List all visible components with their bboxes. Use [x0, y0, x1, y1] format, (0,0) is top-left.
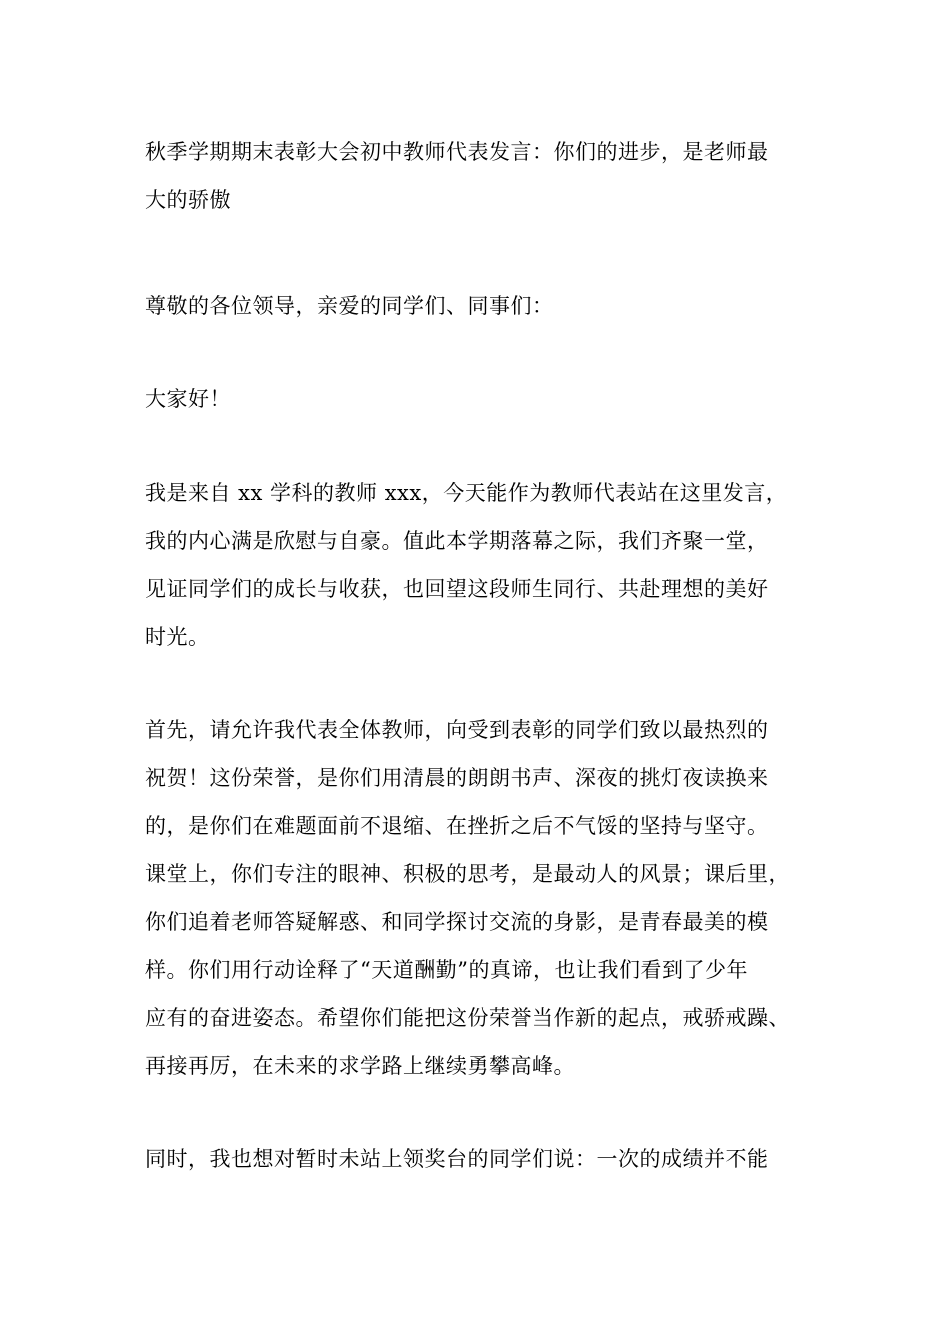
paragraph-line: 课堂上，你们专注的眼神、积极的思考，是最动人的风景；课后里，: [145, 862, 790, 886]
paragraph-1: [145, 469, 835, 661]
title-line: 秋季学期期末表彰大会初中教师代表发言：你们的进步，是老师最: [145, 140, 769, 164]
paragraph-line: 我是来自 xx 学科的教师 xxx，今天能作为教师代表站在这里发言，: [145, 481, 788, 505]
document-title: [145, 128, 835, 224]
paragraph-line: 应有的奋进姿态。希望你们能把这份荣誉当作新的起点，戒骄戒躁、: [145, 1006, 790, 1030]
paragraph-line: 同时，我也想对暂时未站上领奖台的同学们说：一次的成绩并不能: [145, 1147, 769, 1171]
title-line: 大的骄傲: [145, 188, 231, 212]
greeting: 大家好！: [145, 387, 231, 411]
paragraph-line: 祝贺！这份荣誉，是你们用清晨的朗朗书声、深夜的挑灯夜读换来: [145, 766, 769, 790]
paragraph-line: 我的内心满是欣慰与自豪。值此本学期落幕之际，我们齐聚一堂，: [145, 529, 769, 553]
paragraph-line: 首先，请允许我代表全体教师，向受到表彰的同学们致以最热烈的: [145, 718, 769, 742]
paragraph-line: 时光。: [145, 625, 210, 649]
paragraph-line: 见证同学们的成长与收获，也回望这段师生同行、共赴理想的美好: [145, 577, 769, 601]
document-page: [145, 128, 835, 1183]
salutation: 尊敬的各位领导，亲爱的同学们、同事们：: [145, 294, 554, 318]
paragraph-line: 你们追着老师答疑解惑、和同学探讨交流的身影，是青春最美的模: [145, 910, 769, 934]
paragraph-line: 的，是你们在难题面前不退缩、在挫折之后不气馁的坚持与坚守。: [145, 814, 769, 838]
paragraph-3: [145, 1135, 835, 1183]
paragraph-2: [145, 706, 835, 1090]
paragraph-line: 再接再厉，在未来的求学路上继续勇攀高峰。: [145, 1054, 575, 1078]
paragraph-line: 样。你们用行动诠释了“天道酬勤”的真谛，也让我们看到了少年: [145, 958, 748, 982]
